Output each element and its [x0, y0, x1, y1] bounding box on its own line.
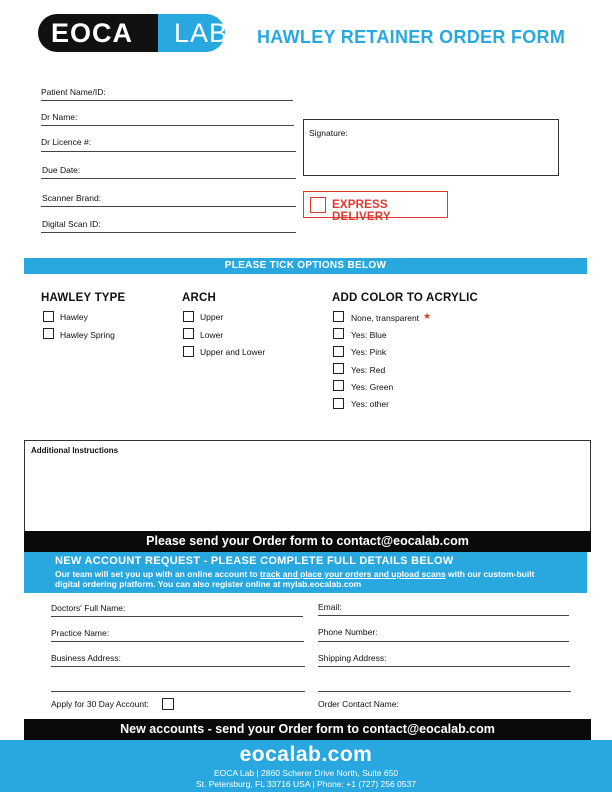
- checkbox-color-green[interactable]: [333, 380, 344, 391]
- apply-30-day-checkbox[interactable]: [162, 698, 174, 710]
- dr-licence-label: Dr Licence #:: [41, 137, 92, 147]
- due-date-field[interactable]: [41, 178, 296, 179]
- checkbox-color-pink[interactable]: [333, 346, 344, 357]
- arch-heading: ARCH: [182, 292, 217, 304]
- new-account-description: [55, 569, 555, 589]
- email-field[interactable]: [318, 615, 569, 616]
- logo-text-eoca: EOCA: [51, 18, 134, 48]
- color-heading: ADD COLOR TO ACRYLIC: [332, 292, 479, 304]
- checkbox-upper-and-lower[interactable]: [183, 346, 194, 357]
- scanner-brand-label: Scanner Brand:: [42, 193, 102, 203]
- footer: [0, 740, 612, 792]
- new-accounts-send-bar: New accounts - send your Order form to contact@eocalab.com: [24, 719, 591, 740]
- checkbox-color-red[interactable]: [333, 363, 344, 374]
- apply-30-day-label: Apply for 30 Day Account:: [51, 699, 149, 709]
- footer-contact: St. Petersburg, FL 33716 USA | Phone: +1 (727) 256 0537: [196, 779, 416, 789]
- footer-address: EOCA Lab | 2860 Scherer Drive North, Suite 650: [213, 768, 399, 778]
- doctor-full-name-label: Doctors' Full Name:: [51, 603, 126, 613]
- shipping-address-label: Shipping Address:: [318, 653, 387, 663]
- eoca-lab-logo: [38, 14, 229, 52]
- checkbox-color-none[interactable]: [333, 311, 344, 322]
- hawley-type-heading: HAWLEY TYPE: [41, 292, 126, 304]
- options-banner: [24, 258, 587, 274]
- additional-instructions-label: Additional Instructions: [31, 446, 119, 455]
- business-address-field[interactable]: [51, 666, 305, 667]
- order-contact-name-label: Order Contact Name:: [318, 699, 399, 709]
- new-account-text-part: with our custom-built digital ordering platform. You can also register online at mylab.eocalab.com: [55, 569, 535, 589]
- option-color-pink: Yes: Pink: [351, 347, 387, 357]
- additional-instructions-box[interactable]: [24, 440, 591, 531]
- option-upper-and-lower: Upper and Lower: [200, 347, 266, 357]
- checkbox-color-other[interactable]: [333, 398, 344, 409]
- phone-number-field[interactable]: [318, 641, 569, 642]
- form-title: HAWLEY RETAINER ORDER FORM: [257, 27, 566, 47]
- dr-name-field[interactable]: [41, 125, 294, 126]
- scanner-brand-field[interactable]: [41, 206, 296, 207]
- option-color-red: Yes: Red: [351, 365, 386, 375]
- dr-name-label: Dr Name:: [41, 112, 78, 122]
- due-date-label: Due Date:: [42, 165, 81, 175]
- option-hawley: Hawley: [60, 312, 88, 322]
- practice-name-label: Practice Name:: [51, 628, 110, 638]
- patient-name-field[interactable]: [41, 100, 293, 101]
- checkbox-upper[interactable]: [183, 311, 194, 322]
- express-delivery-option[interactable]: [303, 191, 448, 223]
- phone-number-label: Phone Number:: [318, 627, 378, 637]
- signature-label: Signature:: [309, 128, 348, 138]
- checkbox-color-blue[interactable]: [333, 328, 344, 339]
- signature-box[interactable]: [303, 119, 559, 176]
- practice-name-field[interactable]: [51, 641, 304, 642]
- logo-text-lab: LAB: [174, 18, 229, 48]
- options-banner-text: PLEASE TICK OPTIONS BELOW: [224, 260, 387, 271]
- option-hawley-spring: Hawley Spring: [60, 330, 115, 340]
- business-address-line-2[interactable]: [51, 691, 305, 692]
- shipping-address-field[interactable]: [318, 666, 570, 667]
- footer-domain: eocalab.com: [239, 743, 373, 766]
- new-account-text-part: Our team will set you up with an online account to: [55, 569, 260, 579]
- checkbox-hawley[interactable]: [43, 311, 54, 322]
- checkbox-hawley-spring[interactable]: [43, 328, 54, 339]
- option-lower: Lower: [200, 330, 224, 340]
- email-label: Email:: [318, 602, 342, 612]
- patient-name-label: Patient Name/ID:: [41, 87, 106, 97]
- recommended-star-icon: ★: [423, 311, 432, 321]
- new-account-title: NEW ACCOUNT REQUEST - PLEASE COMPLETE FULL DETAILS BELOW: [55, 555, 454, 567]
- option-color-green: Yes: Green: [351, 382, 394, 392]
- option-upper: Upper: [200, 312, 224, 322]
- option-color-other: Yes: other: [351, 399, 389, 409]
- option-color-none: None, transparent: [351, 313, 420, 323]
- digital-scan-id-label: Digital Scan ID:: [42, 219, 101, 229]
- checkbox-lower[interactable]: [183, 328, 194, 339]
- express-delivery-label: EXPRESS DELIVERY: [332, 199, 391, 223]
- option-color-blue: Yes: Blue: [351, 330, 387, 340]
- express-delivery-checkbox[interactable]: [310, 197, 326, 213]
- new-account-text-underlined: track and place your orders and upload scans: [259, 569, 446, 579]
- shipping-address-line-2[interactable]: [318, 691, 571, 692]
- dr-licence-field[interactable]: [41, 151, 296, 152]
- business-address-label: Business Address:: [51, 653, 121, 663]
- digital-scan-id-field[interactable]: [41, 232, 296, 233]
- doctor-full-name-field[interactable]: [51, 616, 303, 617]
- new-account-banner: [24, 552, 587, 593]
- send-order-bar: Please send your Order form to contact@eocalab.com: [24, 531, 591, 552]
